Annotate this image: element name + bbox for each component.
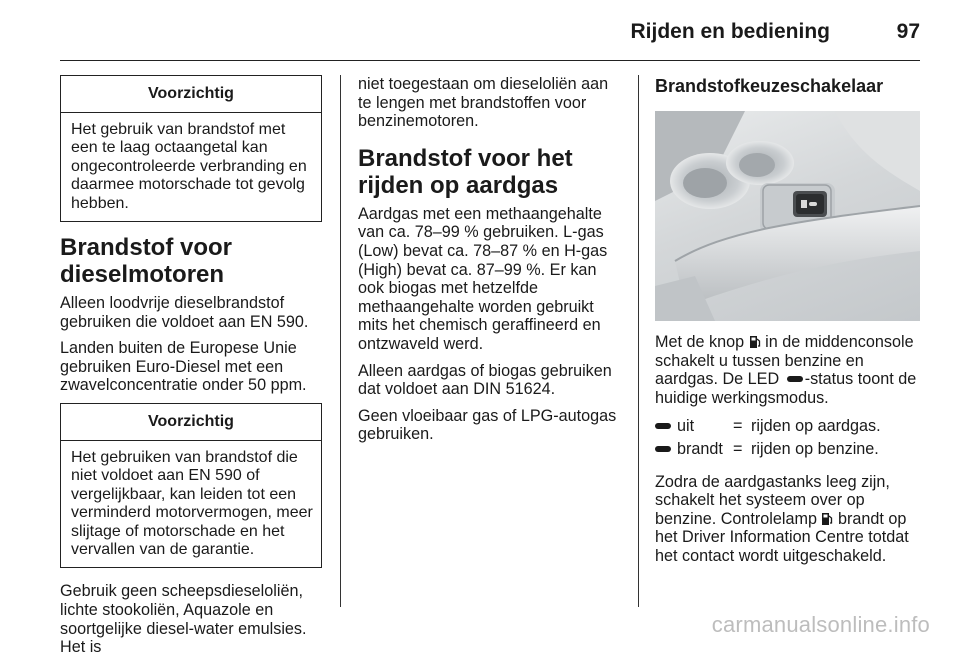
column-2: [358, 75, 624, 452]
text-run: Zodra de aardgastanks leeg zijn, schakelt het systeem over op benzine. Controlelamp: [655, 472, 890, 528]
column-divider: [340, 75, 341, 607]
caution-text: Het gebruiken van brandstof die niet voldoet aan EN 590 of vergelijkbaar, kan leiden tot een verminderd motorvermogen, meer slijtage of motorschade en het vervallen van de garantie.: [71, 449, 313, 559]
paragraph: Alleen loodvrije dieselbrandstof gebruiken die voldoet aan EN 590.: [60, 294, 309, 331]
table-row: [655, 415, 881, 438]
equals-sign: =: [733, 417, 743, 436]
page-header: [60, 0, 920, 61]
paragraph: Geen vloeibaar gas of LPG-autogas gebruiken.: [358, 406, 617, 444]
text-run: in de middenconsole schakelt u tussen benzine en aardgas. De LED: [655, 333, 914, 389]
caution-box: [60, 403, 322, 568]
led-status-table: [655, 415, 881, 460]
column-1: [60, 75, 322, 665]
page-number: 97: [896, 20, 920, 43]
led-state: brandt: [677, 439, 723, 458]
led-bar-icon: [655, 423, 671, 429]
paragraph: Aardgas met een methaangehalte van ca. 78–99 % gebruiken. L-gas (Low) bevat ca. 78–87 % en H-gas (High) bevat ca. 87–99 %. Er kan ook biogas met hetzelfde methaangehalte worden gebruikt mits het chemisch geraffineerd en ontzwaveld werd.: [358, 204, 608, 353]
watermark: carmanualsonline.info: [711, 612, 930, 637]
led-bar-icon: [655, 446, 671, 452]
paragraph: niet toegestaan om dieseloliën aan te lengen met brandstoffen voor benzinemotoren.: [358, 75, 609, 131]
caution-box: [60, 75, 322, 222]
equals-sign: =: [733, 439, 743, 458]
text-run: Met de knop: [655, 333, 745, 351]
column-divider: [638, 75, 639, 607]
section-heading-fuel-selector: Brandstofkeuzeschakelaar: [655, 76, 884, 96]
paragraph: [655, 333, 920, 407]
text-run: -status toont de huidige werkingsmodus.: [655, 370, 917, 407]
led-meaning: rijden op aardgas.: [751, 417, 881, 436]
paragraph: Gebruik geen scheepsdieseloliën, lichte stookoliën, Aquazole en soortgelijke diesel-water emulsies. Het is: [60, 582, 307, 657]
text-run: brandt op het Driver Information Centre totdat het contact wordt uitgeschakeld.: [655, 509, 909, 565]
section-heading-natural-gas: Brandstof voor het rijden op aardgas: [358, 144, 573, 199]
column-3: [655, 75, 920, 574]
caution-text: Het gebruik van brandstof met een te laag octaangetal kan ongecontroleerde verbranding en daarmee motorschade tot gevolg hebben.: [71, 121, 307, 212]
paragraph: Landen buiten de Europese Unie gebruiken Euro-Diesel met een zwavelconcentratie onder 50 ppm.: [60, 339, 307, 395]
paragraph: Alleen aardgas of biogas gebruiken dat voldoet aan DIN 51624.: [358, 361, 612, 399]
caution-title: Voorzichtig: [61, 76, 321, 113]
table-row: [655, 438, 881, 461]
fuel-pump-icon: [821, 512, 833, 526]
paragraph: [655, 473, 920, 566]
led-state-cell: [655, 415, 733, 438]
section-heading-diesel: Brandstof voor dieselmotoren: [60, 234, 233, 289]
led-state: uit: [677, 417, 695, 436]
fuel-pump-icon: [749, 335, 761, 349]
led-meaning: rijden op benzine.: [751, 439, 879, 458]
center-console-photo: [655, 111, 920, 321]
center-console-illustration: [655, 111, 920, 321]
caution-title: Voorzichtig: [61, 404, 321, 441]
led-state-cell: [655, 438, 733, 461]
page-section-title: Rijden en bediening: [630, 20, 830, 43]
led-bar-icon: [787, 376, 803, 382]
